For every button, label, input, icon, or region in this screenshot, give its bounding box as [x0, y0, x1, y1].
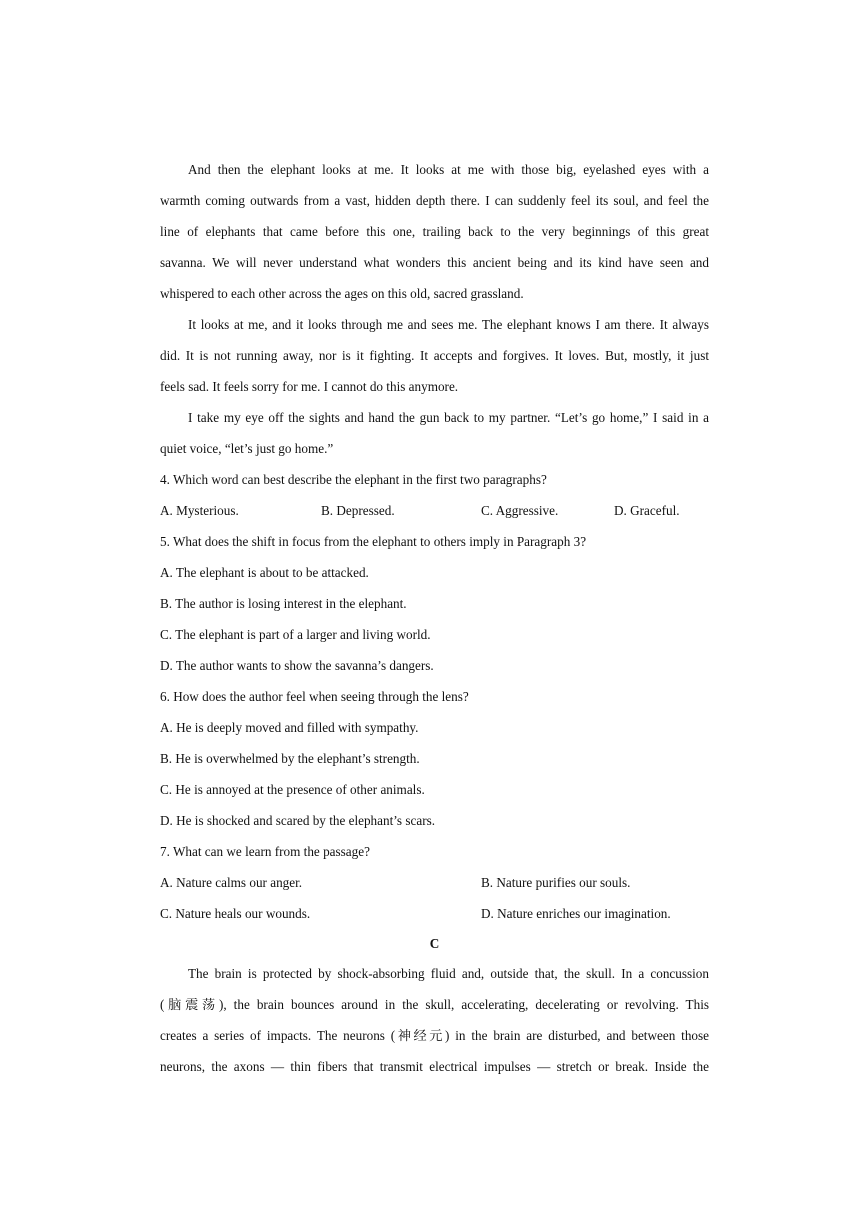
passage-b-p1-line-1: And then the elephant looks at me. It looks at me with those big, eyelashed eyes with a: [188, 162, 709, 177]
passage-b-p3-line-2: quiet voice, “let’s just go home.”: [160, 441, 334, 456]
question-5-option-b: B. The author is losing interest in the elephant.: [160, 596, 407, 611]
question-7-option-c: C. Nature heals our wounds.: [160, 906, 311, 921]
passage-b-p1-line-3: line of elephants that came before this one, trailing back to the very beginnings of this great: [160, 224, 709, 239]
question-4-option-c: C. Aggressive.: [481, 503, 559, 518]
question-5-option-a: A. The elephant is about to be attacked.: [160, 565, 369, 580]
question-7-option-d: D. Nature enriches our imagination.: [481, 906, 671, 921]
question-6-stem: 6. How does the author feel when seeing through the lens?: [160, 689, 469, 704]
question-4-option-b: B. Depressed.: [321, 503, 395, 518]
question-5-stem: 5. What does the shift in focus from the elephant to others imply in Paragraph 3?: [160, 534, 587, 549]
passage-b-p1-line-5: whispered to each other across the ages on this old, sacred grassland.: [160, 286, 524, 301]
passage-b-p1-line-2: warmth coming outwards from a vast, hidden depth there. I can suddenly feel its soul, and feel the: [160, 193, 709, 208]
passage-b-p2-line-1: It looks at me, and it looks through me and sees me. The elephant knows I am there. It always: [188, 317, 709, 332]
question-6-option-d: D. He is shocked and scared by the elephant’s scars.: [160, 813, 436, 828]
passage-b-p1-line-4: savanna. We will never understand what wonders this ancient being and its kind have seen and: [160, 255, 709, 270]
passage-b-p2-line-3: feels sad. It feels sorry for me. I cannot do this anymore.: [160, 379, 459, 394]
passage-c-p1-line-1: The brain is protected by shock-absorbing fluid and, outside that, the skull. In a concussion: [188, 966, 709, 981]
passage-b-p2-line-2: did. It is not running away, nor is it fighting. It accepts and forgives. It loves. But, mostly, it just: [160, 348, 709, 363]
question-4-option-d: D. Graceful.: [614, 503, 680, 518]
question-6-option-a: A. He is deeply moved and filled with sympathy.: [160, 720, 419, 735]
passage-b-p3-line-1: I take my eye off the sights and hand the gun back to my partner. “Let’s go home,” I said in a: [188, 410, 709, 425]
passage-c-p1-line-4: neurons, the axons — thin fibers that transmit electrical impulses — stretch or break. Inside the: [160, 1059, 709, 1074]
question-7-option-a: A. Nature calms our anger.: [160, 875, 303, 890]
question-6-option-c: C. He is annoyed at the presence of other animals.: [160, 782, 425, 797]
question-6-option-b: B. He is overwhelmed by the elephant’s strength.: [160, 751, 420, 766]
question-7-option-b: B. Nature purifies our souls.: [481, 875, 631, 890]
question-5-option-d: D. The author wants to show the savanna’s dangers.: [160, 658, 434, 673]
question-7-stem: 7. What can we learn from the passage?: [160, 844, 370, 859]
question-4-stem: 4. Which word can best describe the elephant in the first two paragraphs?: [160, 472, 547, 487]
passage-c-p1-line-3: creates a series of impacts. The neurons (神经元) in the brain are disturbed, and between those: [160, 1028, 709, 1043]
question-5-option-c: C. The elephant is part of a larger and living world.: [160, 627, 431, 642]
passage-c-heading: C: [429, 936, 440, 951]
passage-c-p1-line-2: (脑震荡), the brain bounces around in the skull, accelerating, decelerating or revolving. This: [160, 997, 709, 1012]
question-4-option-a: A. Mysterious.: [160, 503, 239, 518]
